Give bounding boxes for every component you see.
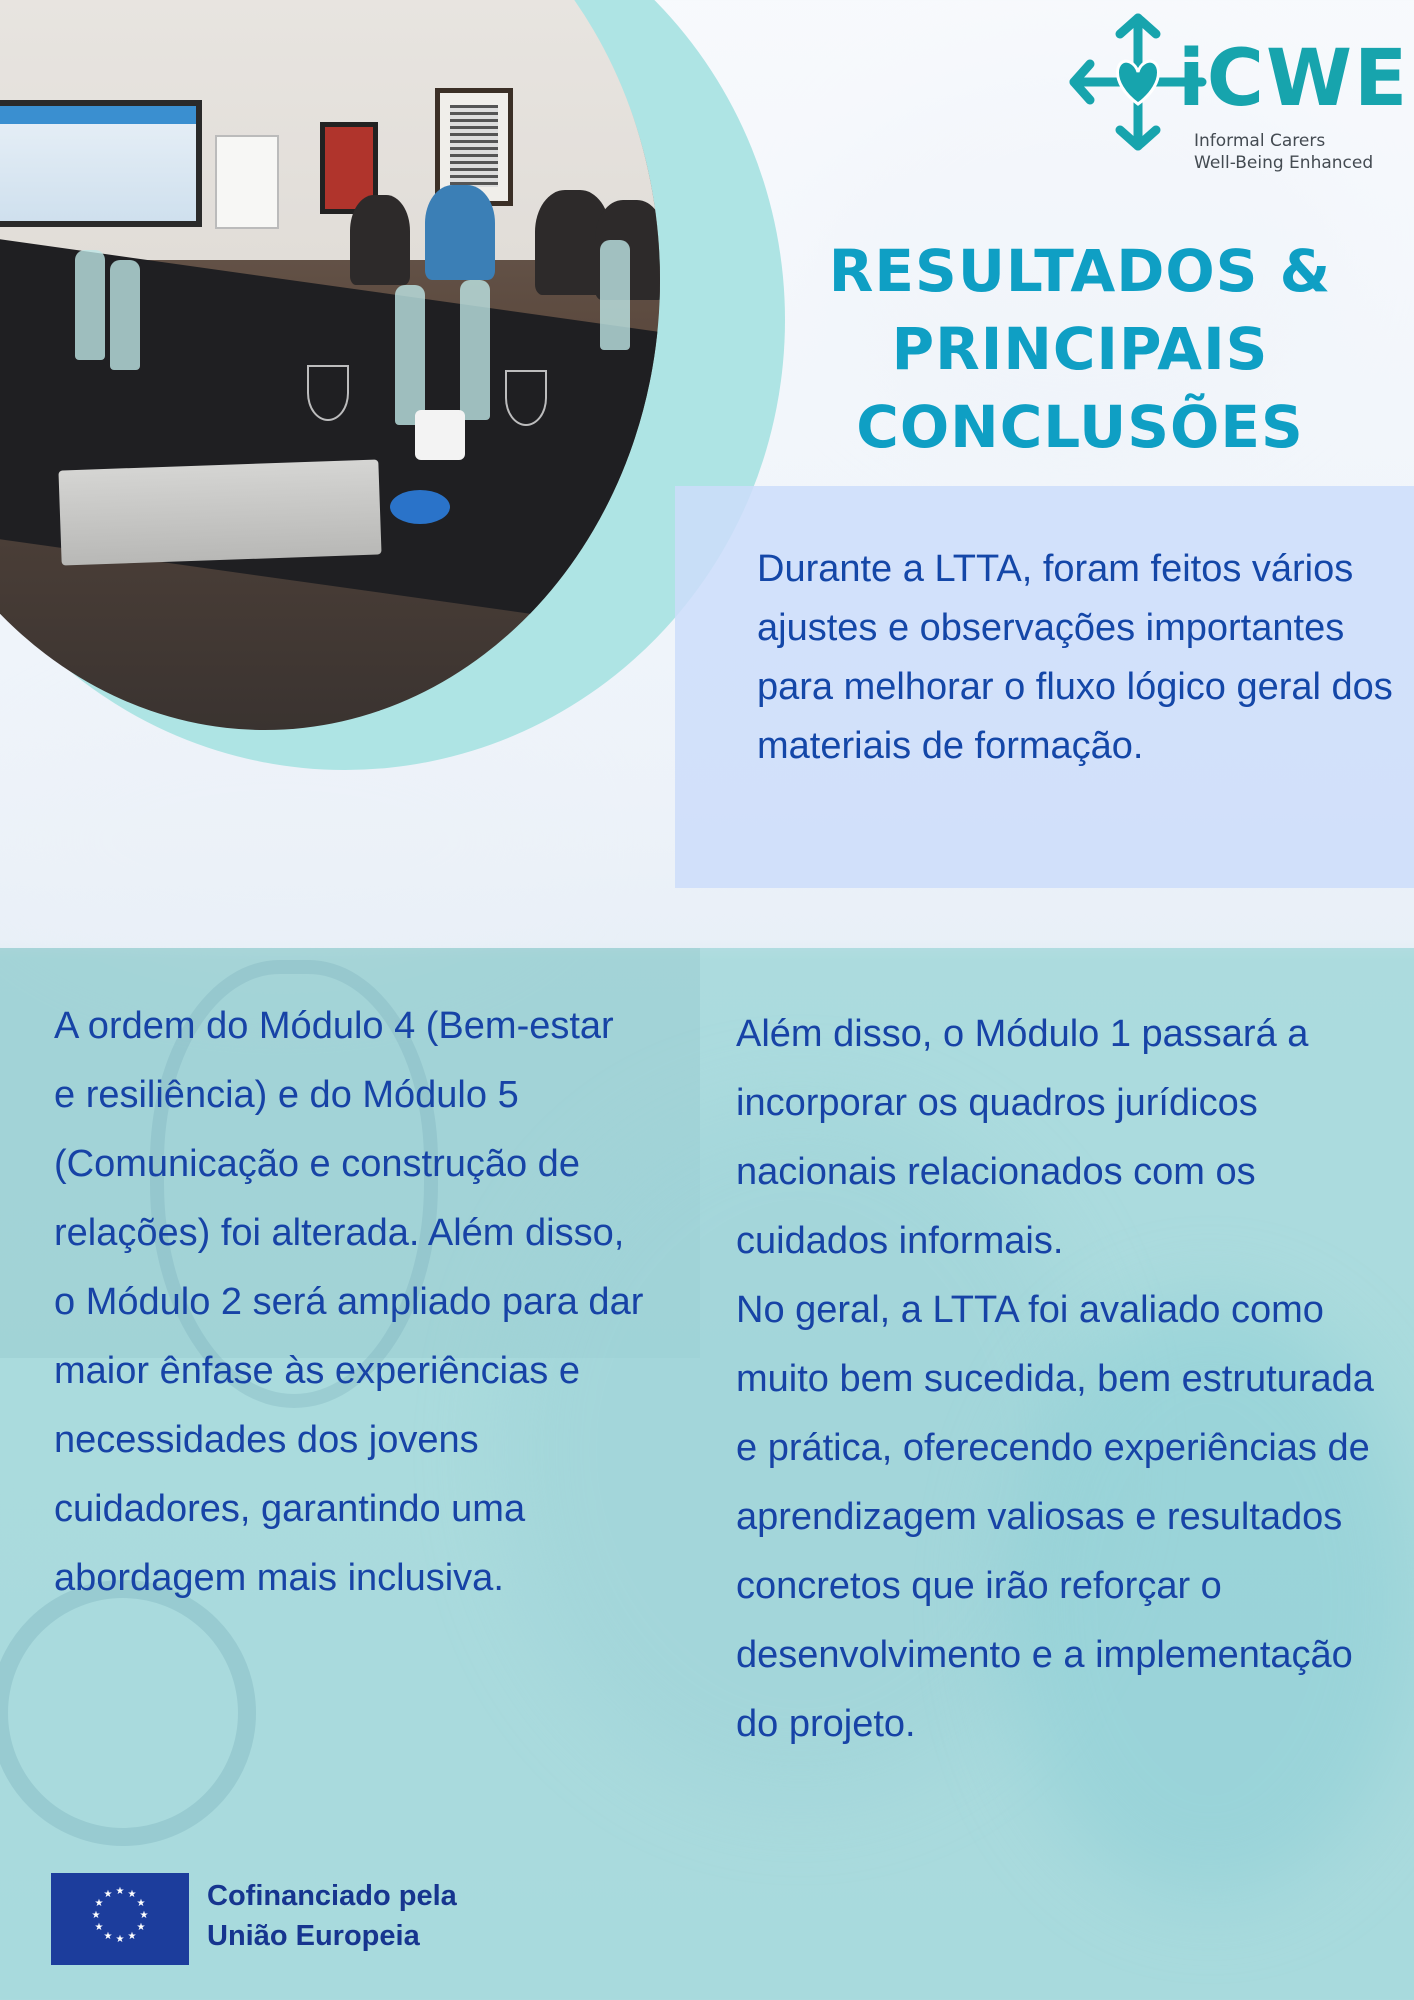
svg-text:★: ★: [115, 1934, 125, 1945]
right-column: [736, 1000, 1376, 1759]
logo-tagline: [1194, 130, 1373, 174]
eu-flag-icon: [51, 1873, 189, 1965]
svg-text:★: ★: [139, 1910, 149, 1921]
svg-text:★: ★: [103, 1931, 113, 1942]
left-column-text: A ordem do Módulo 4 (Bem-estar e resiliência) e do Módulo 5 (Comunicação e construção de relações) foi alterada. Além disso, o Módulo 2 será ampliado para dar maior ênfase às experiências e necessidades dos jovens cuidadores, garantindo uma abordagem mais inclusiva.: [54, 1005, 644, 1599]
eu-funding-line-1: Cofinanciado pela: [207, 1880, 457, 1912]
title-line-3: CONCLUSÕES: [856, 393, 1304, 461]
eu-funding-line-2: União Europeia: [207, 1920, 420, 1952]
svg-text:★: ★: [136, 1922, 146, 1933]
svg-text:★: ★: [91, 1910, 101, 1921]
svg-text:★: ★: [127, 1931, 137, 1942]
page-title: [780, 232, 1380, 466]
icwe-logo: [1068, 12, 1410, 180]
logo-wordmark: iCWE: [1178, 34, 1410, 124]
svg-text:★: ★: [127, 1889, 137, 1900]
right-column-paragraph-1: Além disso, o Módulo 1 passará a incorporar os quadros jurídicos nacionais relacionados com os cuidados informais.: [736, 1013, 1309, 1262]
logo-tagline-line2: Well-Being Enhanced: [1194, 153, 1374, 173]
svg-text:★: ★: [103, 1889, 113, 1900]
eu-funding-label: [207, 1876, 457, 1956]
right-column-paragraph-2: No geral, a LTTA foi avaliado como muito bem sucedida, bem estruturada e prática, oferecendo experiências de aprendizagem valiosas e resultados concretos que irão reforçar o desenvolvimento e a implementação do projeto.: [736, 1289, 1374, 1745]
stethoscope-decoration: [0, 1580, 256, 1846]
svg-text:★: ★: [115, 1886, 125, 1897]
logo-tagline-line1: Informal Carers: [1194, 131, 1326, 151]
title-line-1: RESULTADOS &: [828, 237, 1332, 305]
svg-text:★: ★: [94, 1898, 104, 1909]
intro-text: Durante a LTTA, foram feitos vários ajustes e observações importantes para melhorar o fluxo lógico geral dos materiais de formação.: [757, 548, 1393, 767]
svg-text:★: ★: [94, 1922, 104, 1933]
svg-text:★: ★: [136, 1898, 146, 1909]
title-line-2: PRINCIPAIS: [891, 315, 1269, 383]
